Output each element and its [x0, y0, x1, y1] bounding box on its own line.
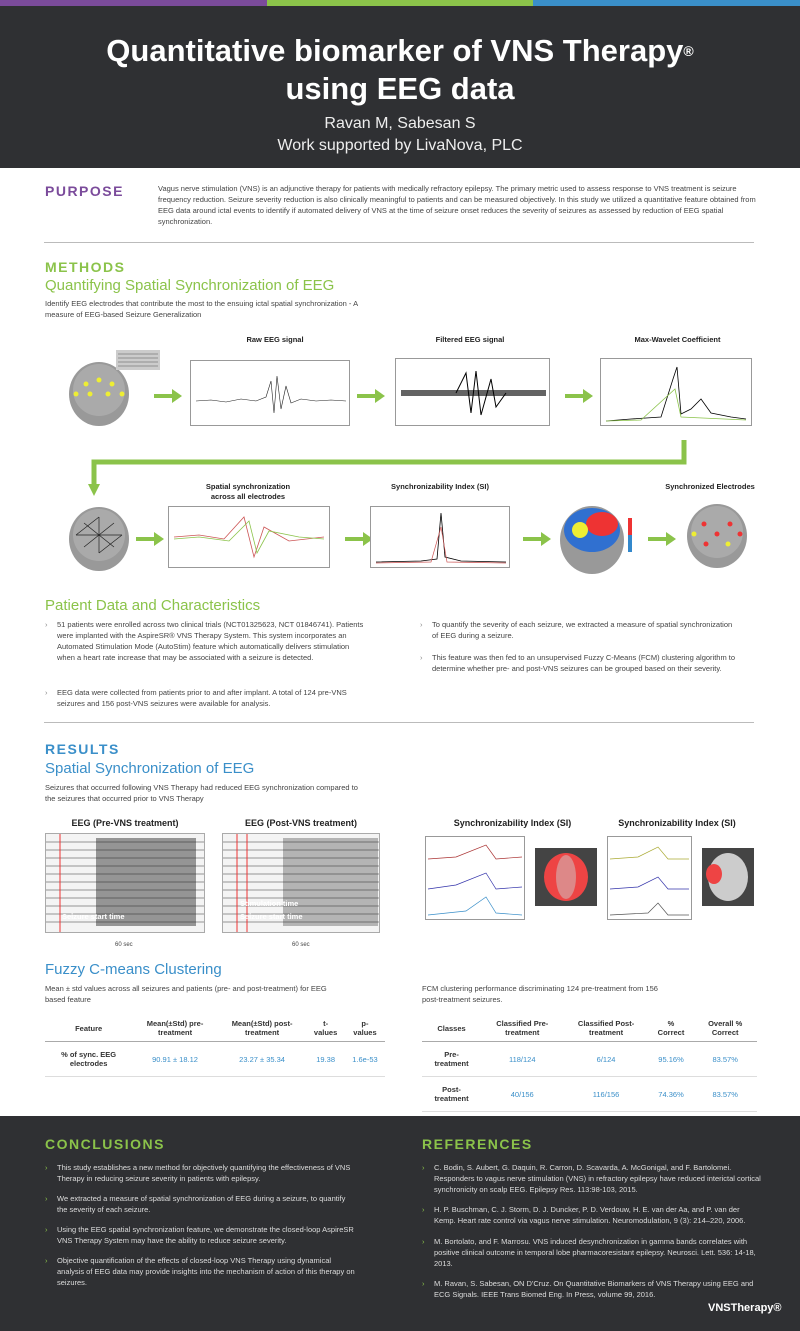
filtered-eeg-title: Filtered EEG signal: [435, 335, 505, 344]
table-row: Post-treatment 40/156 116/156 74.36% 83.57%: [422, 1077, 757, 1112]
references-heading: REFERENCES: [422, 1136, 533, 1152]
purpose-text: Vagus nerve stimulation (VNS) is an adjunctive therapy for patients with medically refractory epilepsy. The primary metric used to assess response to VNS treatment is seizure frequency reduction. Seizure severity reduction is also clinically meaningful to patients and can be measured objectively. In this study we utilized a quantitative feature obtained from EEG data around ictal events to identify if automated delivery of VNS at the time of seizure onset reduces the severity of seizures as assessed by reduction of EEG spatial synchronization.: [158, 184, 756, 226]
patient-subheading: Patient Data and Characteristics: [45, 597, 261, 614]
head-heatmap-pre-icon: [535, 848, 597, 906]
authors: Ravan M, Sabesan S: [324, 115, 476, 132]
support-line: Work supported by LivaNova, PLC: [277, 137, 523, 154]
head-heatmap-icon: [558, 502, 638, 578]
conclusions-heading: CONCLUSIONS: [45, 1136, 165, 1152]
eeg-thumbnail-icon: [116, 350, 160, 370]
si-plot: [370, 506, 510, 568]
table-header: Mean(±Std) post-treatment: [218, 1015, 306, 1042]
methods-heading: METHODS: [45, 259, 126, 275]
stimulation-time-label: Stimulation time: [240, 899, 299, 908]
head-electrodes-icon: [64, 360, 134, 432]
arrow-right-icon: [523, 532, 551, 551]
reference-item: › C. Bodin, S. Aubert, G. Daquin, R. Carron, D. Scavarda, A. McGonigal, and F. Bartolomei. Responders to vagus nerve stimulation (VNS) in refractory epilepsy have reduced interictal cortical synchronicity on scalp EEG. Epilepsy Res. 113:98-103, 2015.: [422, 1162, 762, 1195]
feature-table: [45, 1015, 385, 1077]
purpose-heading: PURPOSE: [45, 183, 124, 199]
si-pre-title: Synchronizability Index (SI): [453, 818, 572, 828]
arrow-right-icon: [154, 389, 182, 408]
reference-item: › H. P. Buschman, C. J. Storm, D. J. Duncker, P. D. Verdouw, H. E. van der Aa, and P. van der Kemp. Heart rate control via vagus nerve stimulation. Neuromodulation, 9 (3): 214–220, 2006.: [422, 1204, 762, 1226]
fuzzy-left-text: Mean ± std values across all seizures and patients (pre- and post-treatment) for EEG based feature: [45, 984, 327, 1004]
si-pre-plot: [425, 836, 525, 920]
footer: [0, 1116, 800, 1331]
si-post-title: Synchronizability Index (SI): [618, 818, 736, 828]
reference-item: › M. Ravan, S. Sabesan, ON D'Cruz. On Quantitative Biomarkers of VNS Therapy using EEG and ECG Signals. IEEE Trans Biomed Eng. In Press, volume 99, 2016.: [422, 1278, 762, 1300]
arrow-right-icon: [136, 532, 164, 551]
wavelet-title: Max-Wavelet Coefficient: [634, 335, 721, 344]
arrow-right-icon: [648, 532, 676, 551]
reference-item: › M. Bortolato, and F. Marrosu. VNS induced desynchronization in gamma bands correlates with positive clinical outcome in temporal lobe pharmacoresistant epilepsy. Neurosci. Lett. 536: 14-18, 2013.: [422, 1236, 762, 1269]
filtered-eeg-plot: [395, 358, 550, 426]
conclusion-item: › Objective quantification of the effects of closed-loop VNS Therapy using dynamical analysis of EEG data may provide insights into the mechanism of action of this therapy on seizures.: [45, 1255, 355, 1288]
eeg-post-title: EEG (Post-VNS treatment): [244, 818, 358, 828]
table-header: Classes: [422, 1015, 481, 1042]
patient-bullet-4: › This feature was then fed to an unsupervised Fuzzy C-Means (FCM) clustering algorithm to determine whether pre- and post-VNS seizures can be grouped based on their severity.: [420, 652, 740, 674]
si-post-plot: [607, 836, 692, 920]
raw-eeg-title: Raw EEG signal: [246, 335, 304, 344]
divider: [44, 242, 754, 243]
raw-eeg-plot: [190, 360, 350, 426]
fuzzy-right-text: FCM clustering performance discriminating 124 pre-treatment from 156 post-treatment seizures.: [422, 984, 658, 1004]
divider: [44, 722, 754, 723]
conclusion-item: › This study establishes a new method for objectively quantifying the effectiveness of VNS Therapy in reducing seizure severity in patients with epilepsy.: [45, 1162, 355, 1184]
table-header: Classified Pre-treatment: [481, 1015, 563, 1042]
poster-header: [0, 6, 800, 168]
patient-bullet-1: › 51 patients were enrolled across two clinical trials (NCT01325623, NCT 01846741). Patients were implanted with the AspireSR® VNS Therapy System. This system incorporates an Automated Stimulation Mode (AutoStim) feature which automatically delivers stimulation when a heart rate increase that may be associated with a seizure is detected.: [45, 619, 365, 663]
vns-therapy-logo: VNSTherapy®: [708, 1302, 782, 1314]
table-row: Pre-treatment 118/124 6/124 95.16% 83.57%: [422, 1042, 757, 1077]
results-heading: RESULTS: [45, 741, 120, 757]
arrow-right-icon: [565, 389, 593, 408]
scale-label: 60 sec: [115, 942, 133, 948]
si-title: Synchronizability Index (SI): [391, 482, 489, 491]
table-header: t-values: [306, 1015, 345, 1042]
table-row: % of sync. EEG electrodes 90.91 ± 18.12 23.27 ± 35.34 19.38 1.6e-53: [45, 1042, 385, 1077]
conclusion-item: › Using the EEG spatial synchronization feature, we demonstrate the closed-loop AspireSR VNS Therapy System may have the ability to reduce seizure severity.: [45, 1224, 355, 1246]
seizure-start-label: Seizure start time: [240, 912, 303, 921]
table-header: Feature: [45, 1015, 132, 1042]
table-header: Mean(±Std) pre-treatment: [132, 1015, 218, 1042]
table-header: % Correct: [649, 1015, 694, 1042]
fuzzy-subheading: Fuzzy C-means Clustering: [45, 961, 222, 978]
results-text: Seizures that occurred following VNS Therapy had reduced EEG synchronization compared to the seizures that occurred prior to VNS Therapy: [45, 783, 358, 803]
poster-title: Quantitative biomarker of VNS Therapy® using EEG data: [106, 33, 694, 106]
table-header: Classified Post-treatment: [563, 1015, 648, 1042]
conclusion-item: › We extracted a measure of spatial synchronization of EEG during a seizure, to quantify the severity of each seizure.: [45, 1193, 355, 1215]
wavelet-plot: [600, 358, 752, 426]
methods-text: Identify EEG electrodes that contribute the most to the ensuing ictal spatial synchronization - A measure of EEG-based Seizure Generalization: [45, 299, 358, 319]
head-heatmap-post-icon: [702, 848, 754, 906]
sync-electrodes-title: Synchronized Electrodes: [665, 482, 755, 491]
arrow-right-icon: [357, 389, 385, 408]
patient-bullet-3: › To quantify the severity of each seizure, we extracted a measure of spatial synchronization of EEG during a seizure.: [420, 619, 740, 641]
table-header: Overall % Correct: [693, 1015, 757, 1042]
spatial-sync-title: Spatial synchronization across all electrodes: [205, 482, 291, 501]
arrow-right-icon: [345, 532, 373, 551]
methods-subheading: Quantifying Spatial Synchronization of EEG: [45, 277, 335, 294]
results-subheading: Spatial Synchronization of EEG: [45, 760, 255, 777]
table-header: p-values: [345, 1015, 385, 1042]
patient-bullet-2: › EEG data were collected from patients prior to and after implant. A total of 124 pre-VNS seizures and 156 post-VNS seizures were available for analysis.: [45, 687, 365, 709]
fcm-table: [422, 1015, 757, 1112]
scale-label: 60 sec: [292, 942, 310, 948]
head-network-icon: [64, 505, 134, 577]
seizure-start-label: Seizure start time: [62, 912, 125, 921]
eeg-pre-title: EEG (Pre-VNS treatment): [71, 818, 179, 828]
head-sync-electrodes-icon: [682, 502, 752, 574]
spatial-sync-plot: [168, 506, 330, 568]
